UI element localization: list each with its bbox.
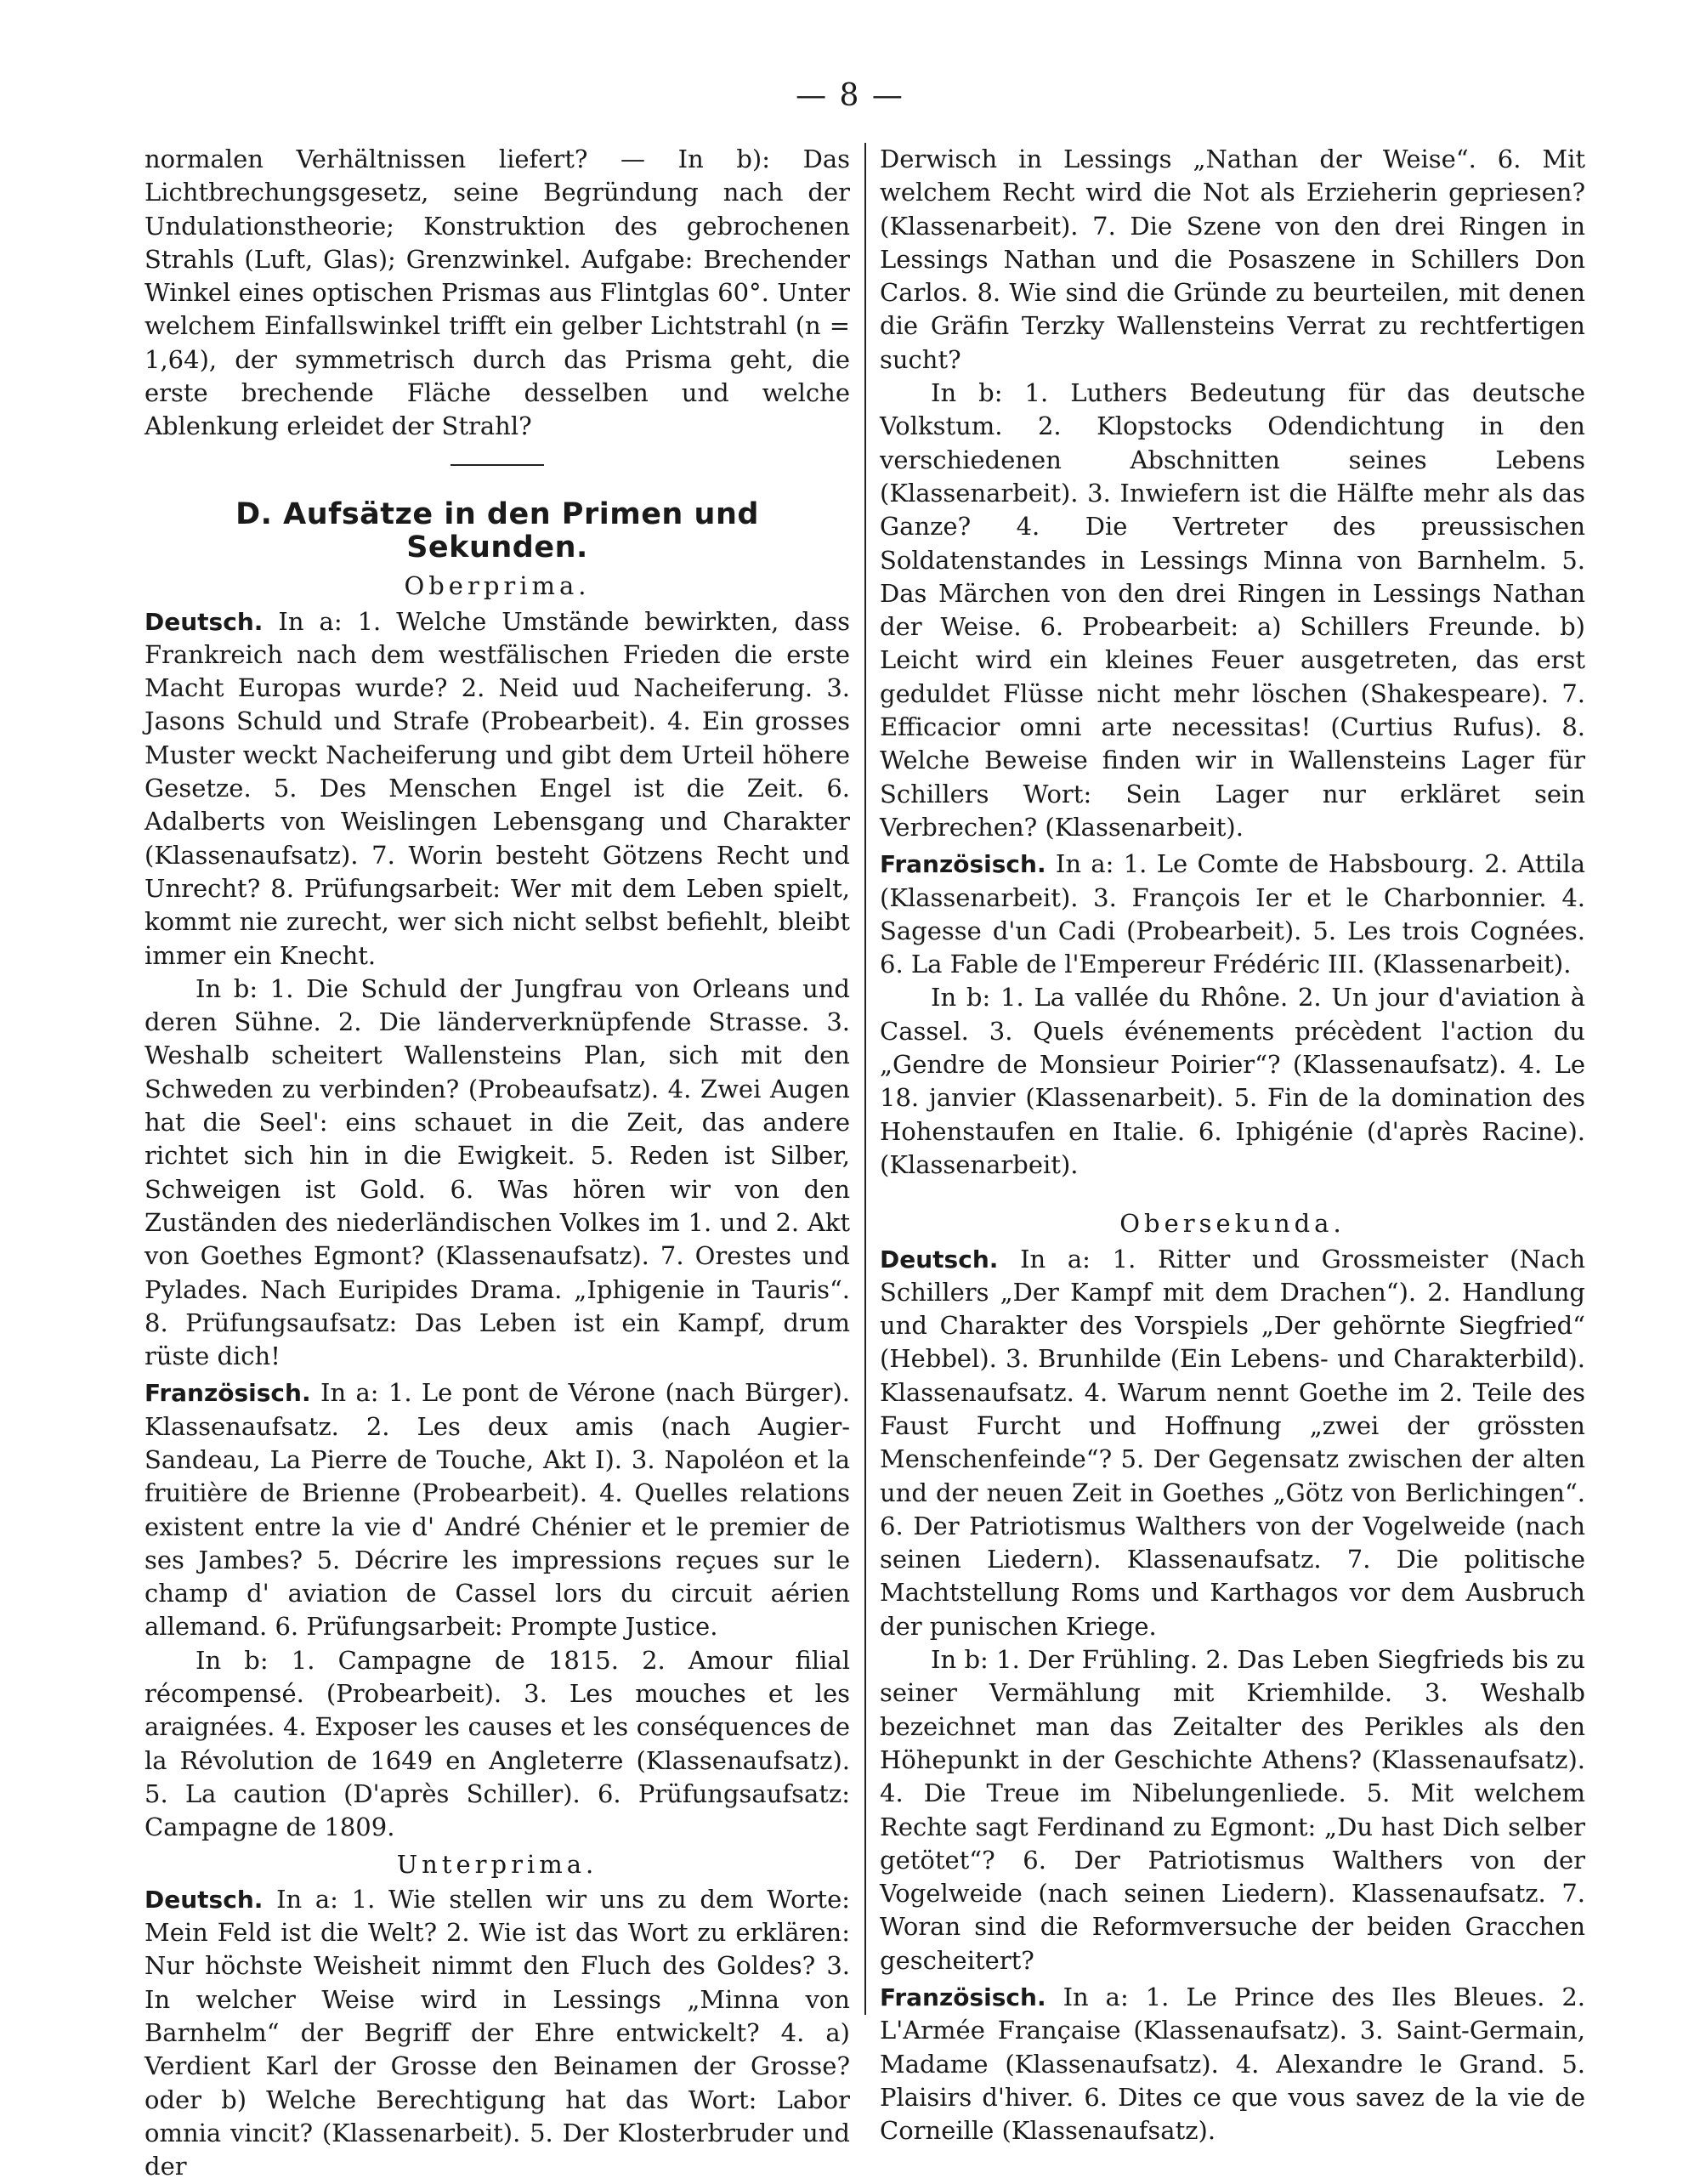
unterprima-deutsch-a — [144, 1883, 850, 2184]
oberprima-deutsch-b: In b: 1. Die Schuld der Jungfrau von Orleans und deren Sühne. 2. Die länderverknüpfende Strasse. 3. Weshalb scheitert Wallensteins Plan, sich mit den Schweden zu verbinden? (Probeaufsatz). 4. Zwei Augen hat die Seel': eins schauet in die Zeit, das andere richtet sich hin in die Ewigkeit. 5. Reden ist Silber, Schweigen ist Gold. 6. Was hören wir von den Zuständen des niederländischen Volkes im 1. und 2. Akt von Goethes Egmont? (Klassenaufsatz). 7. Orestes und Pylades. Nach Euripides Drama. „Iphigenie in Tauris“. 8. Prüfungsaufsatz: Das Leben ist ein Kampf, drum rüste dich! — [144, 973, 850, 1371]
page-number: — 8 — — [796, 78, 904, 113]
subject-label-franzoesisch: Französisch. — [880, 850, 1046, 879]
unterprima-franz-b: In b: 1. La vallée du Rhône. 2. Un jour d'aviation à Cassel. 3. Quels événements précèdent l'action du „Gendre de Monsieur Poirier“? (Klassenaufsatz). 4. Le 18. janvier (Klassenarbeit). 5. Fin de la domination des Hohenstaufen en Italie. 6. Iphigénie (d'après Racine). (Klassenarbeit). — [880, 983, 1585, 1179]
subject-label-franzoesisch: Französisch. — [880, 1983, 1046, 2012]
oberprima-deutsch-a — [144, 605, 850, 973]
obersekunda-deutsch-a-text: In a: 1. Ritter und Grossmeister (Nach Schillers „Der Kampf mit dem Drachen“). 2. Handlung und Charakter des Vorspiels „Der gehörnte Siegfried“ (Hebbel). 3. Brunhilde (Ein Lebens- und Charakterbild). Klassenaufsatz. 4. Warum nennt Goethe im 2. Teile des Faust Furcht und Hoffnung „zwei der grössten Menschenfeinde“? 5. Der Gegensatz zwischen der alten und der neuen Zeit in Goethes „Götz von Berlichingen“. 6. Der Patriotismus Walthers von der Vogelweide (nach seinen Liedern). Klassenaufsatz. 7. Die politische Machtstellung Roms und Karthagos vor dem Ausbruch der punischen Kriege. — [880, 1244, 1586, 1641]
subject-label-deutsch: Deutsch. — [144, 1885, 264, 1914]
obersekunda-deutsch-b: In b: 1. Der Frühling. 2. Das Leben Siegfrieds bis zu seiner Vermählung mit Kriemhilde. 3. Weshalb bezeichnet man das Zeitalter des Perikles als den Höhepunkt in der Geschichte Athens? (Klassenaufsatz). 4. Die Treue im Nibelungenliede. 5. Mit welchem Rechte sagt Ferdinand zu Egmont: „Du hast Dich selber getötet“? 6. Der Patriotismus Walthers von der Vogelweide (nach seinen Liedern). Klassenaufsatz. 7. Woran sind die Reformversuche der beiden Gracchen gescheitert? — [880, 1645, 1585, 1975]
obersekunda-deutsch-a — [880, 1243, 1585, 1644]
unterprima-deutsch-b: In b: 1. Luthers Bedeutung für das deutsche Volkstum. 2. Klopstocks Odendichtung in den verschiedenen Abschnitten seines Lebens (Klassenarbeit). 3. Inwiefern ist die Hälfte mehr als das Ganze? 4. Die Vertreter des preussischen Soldatenstandes in Lessings Minna von Barnhelm. 5. Das Märchen von den drei Ringen in Lessings Nathan der Weise. 6. Probearbeit: a) Schillers Freunde. b) Leicht wird ein kleines Feuer ausgetreten, das erst geduldet Flüsse nicht mehr löschen (Shakespeare). 7. Efficacior omni arte necessitas! (Curtius Rufus). 8. Welche Beweise finden wir in Wallensteins Lager für Schillers Wort: Sein Lager nur erkläret sein Verbrechen? (Klassenarbeit). — [880, 378, 1585, 842]
unterprima-deutsch-a-text: In a: 1. Wie stellen wir uns zu dem Worte: Mein Feld ist die Welt? 2. Wie ist das Wort zu erklären: Nur höchste Weisheit nimmt den Fluch des Goldes? 3. In welcher Weise wird in Lessings „Minna von Barnhelm“ der Begriff der Ehre entwickelt? 4. a) Verdient Karl der Grosse den Beinamen der Grosse? oder b) Welche Berechtigung hat das Wort: Labor omnia vincit? (Klassenarbeit). 5. Der Klosterbruder und der — [144, 1884, 851, 2181]
oberprima-heading: Oberprima. — [404, 571, 591, 601]
oberprima-franz-b: In b: 1. Campagne de 1815. 2. Amour filial récompensé. (Probearbeit). 3. Les mouches et les araignées. 4. Exposer les causes et les conséquences de la Révolution de 1649 en Angleterre (Klassenaufsatz). 5. La caution (D'après Schiller). 6. Prüfungsaufsatz: Campagne de 1809. — [144, 1645, 850, 1842]
unterprima-deutsch-a-continued: Derwisch in Lessings „Nathan der Weise“. 6. Mit welchem Recht wird die Not als Erzieherin gepriesen? (Klassenarbeit). 7. Die Szene von den drei Ringen in Lessings Nathan und die Posaszene in Schillers Don Carlos. 8. Wie sind die Gründe zu beurteilen, mit denen die Gräfin Terzky Wallensteins Verrat zu rechtfertigen sucht? — [880, 145, 1585, 374]
right-column — [880, 143, 1585, 2148]
subject-label-deutsch: Deutsch. — [880, 1245, 999, 1274]
unterprima-franz-a — [880, 848, 1585, 981]
section-separator-rule — [450, 464, 544, 466]
obersekunda-heading: Obersekunda. — [1119, 1209, 1346, 1239]
column-divider — [864, 143, 866, 2015]
subject-label-franzoesisch: Französisch. — [144, 1379, 311, 1408]
obersekunda-franz-a-text: In a: 1. Le Prince des Iles Bleues. 2. L'Armée Française (Klassenaufsatz). 3. Saint-Germain, Madame (Klassenaufsatz). 4. Alexandre le Grand. 5. Plaisirs d'hiver. 6. Dites ce que vous savez de la vie de Corneille (Klassenaufsatz). — [880, 1983, 1586, 2146]
left-column — [144, 143, 850, 2184]
obersekunda-franz-a — [880, 1981, 1585, 2147]
subject-label-deutsch: Deutsch. — [144, 607, 264, 636]
section-heading: D. Aufsätze in den Primen und Sekunden. — [235, 496, 759, 564]
oberprima-deutsch-a-text: In a: 1. Welche Umstände bewirkten, dass Frankreich nach dem westfälischen Frieden die erste Macht Europas wurde? 2. Neid uud Nacheiferung. 3. Jasons Schuld und Strafe (Probearbeit). 4. Ein grosses Muster weckt Nacheiferung und gibt dem Urteil höhere Gesetze. 5. Des Menschen Engel ist die Zeit. 6. Adalberts von Weislingen Lebensgang und Charakter (Klassenaufsatz). 7. Worin besteht Götzens Recht und Unrecht? 8. Prüfungsarbeit: Wer mit dem Leben spielt, kommt nie zurecht, wer sich nicht selbst befiehlt, bleibt immer ein Knecht. — [144, 606, 851, 970]
unterprima-franz-a-text: In a: 1. Le Comte de Habsbourg. 2. Attila (Klassenarbeit). 3. François Ier et le Charbonnier. 4. Sagesse d'un Cadi (Probearbeit). 5. Les trois Cognées. 6. La Fable de l'Empereur Frédéric III. (Klassenarbeit). — [880, 849, 1585, 979]
oberprima-franz-a — [144, 1376, 850, 1643]
unterprima-heading: Unterprima. — [396, 1849, 598, 1879]
oberprima-franz-a-text: In a: 1. Le pont de Vérone (nach Bürger). Klassenaufsatz. 2. Les deux amis (nach Augier-Sandeau, La Pierre de Touche, Akt I). 3. Napoléon et la fruitière de Brienne (Probearbeit). 4. Quelles relations existent entre la vie d' André Chénier et le premier de ses Jambes? 5. Décrire les impressions reçues sur le champ d' aviation de Cassel lors du circuit aérien allemand. 6. Prüfungsarbeit: Prompte Justice. — [144, 1378, 851, 1642]
intro-paragraph: normalen Verhältnissen liefert? — In b): Das Lichtbrechungsgesetz, seine Begründung nach der Undulationstheorie; Konstruktion des gebrochenen Strahls (Luft, Glas); Grenzwinkel. Aufgabe: Brechender Winkel eines optischen Prismas aus Flintglas 60°. Unter welchem Einfallswinkel trifft ein gelber Lichtstrahl (n = 1,64), der symmetrisch durch das Prisma geht, die erste brechende Fläche desselben und welche Ablenkung erleidet der Strahl? — [144, 145, 850, 441]
